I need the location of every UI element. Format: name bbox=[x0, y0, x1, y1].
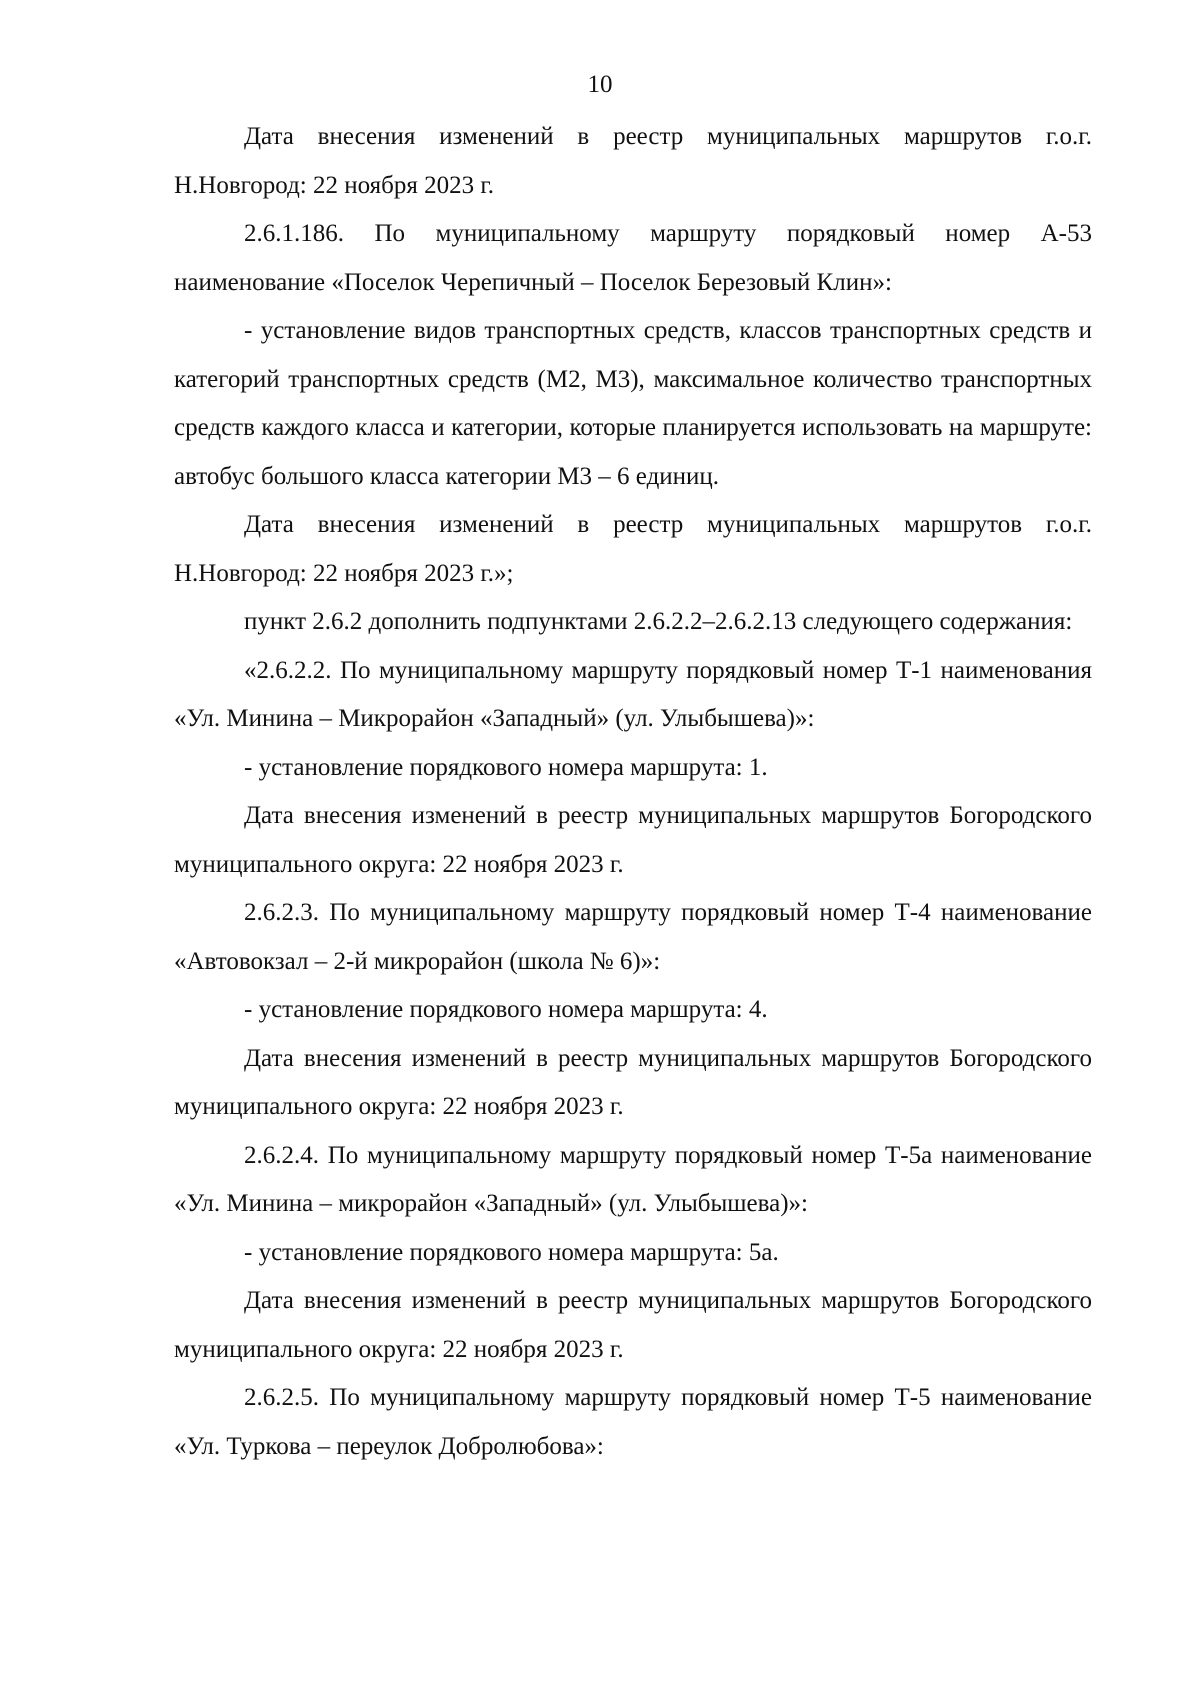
paragraph-route-t5a: 2.6.2.4. По муниципальному маршруту порядковый номер Т-5а наименование «Ул. Минина – микрорайон «Западный» (ул. Улыбышева)»: bbox=[174, 1141, 1092, 1217]
paragraph-date-bogorodsk-1: Дата внесения изменений в реестр муниципальных маршрутов Богородского муниципального округа: 22 ноября 2023 г. bbox=[174, 802, 1092, 878]
paragraph-route-number-1: - установление порядкового номера маршрута: 1. bbox=[244, 753, 768, 781]
page-number: 10 bbox=[587, 71, 613, 98]
paragraph-route-number-5a: - установление порядкового номера маршрута: 5а. bbox=[244, 1238, 779, 1266]
paragraph-date-bogorodsk-3: Дата внесения изменений в реестр муниципальных маршрутов Богородского муниципального округа: 22 ноября 2023 г. bbox=[174, 1287, 1092, 1363]
paragraph-route-t4: 2.6.2.3. По муниципальному маршруту порядковый номер Т-4 наименование «Автовокзал – 2-й микрорайон (школа № 6)»: bbox=[174, 899, 1092, 975]
paragraph-amend-2-6-2: пункт 2.6.2 дополнить подпунктами 2.6.2.2–2.6.2.13 следующего содержания: bbox=[244, 608, 1073, 635]
paragraph-route-t1: «2.6.2.2. По муниципальному маршруту порядковый номер Т-1 наименования «Ул. Минина – Микрорайон «Западный» (ул. Улыбышева)»: bbox=[174, 656, 1092, 732]
paragraph-route-number-4: - установление порядкового номера маршрута: 4. bbox=[244, 996, 768, 1023]
paragraph-date-nnovgorod-2: Дата внесения изменений в реестр муниципальных маршрутов г.о.г. Н.Новгород: 22 ноября 2023 г.»; bbox=[174, 511, 1092, 587]
paragraph-vehicle-types: - установление видов транспортных средств, классов транспортных средств и категорий транспортных средств (М2, М3), максимальное количество транспортных средств каждого класса и категории, которые планируется использовать на маршруте: автобус большого класса категории М3 – 6 единиц. bbox=[174, 317, 1092, 490]
paragraph-route-t5: 2.6.2.5. По муниципальному маршруту порядковый номер Т-5 наименование «Ул. Туркова – переулок Добролюбова»: bbox=[174, 1384, 1092, 1460]
document-body bbox=[174, 113, 1092, 1471]
paragraph-date-bogorodsk-2: Дата внесения изменений в реестр муниципальных маршрутов Богородского муниципального округа: 22 ноября 2023 г. bbox=[174, 1044, 1092, 1120]
paragraph-route-a53: 2.6.1.186. По муниципальному маршруту порядковый номер А-53 наименование «Поселок Черепичный – Поселок Березовый Клин»: bbox=[174, 220, 1092, 296]
paragraph-date-nnovgorod-1: Дата внесения изменений в реестр муниципальных маршрутов г.о.г. Н.Новгород: 22 ноября 2023 г. bbox=[174, 123, 1092, 199]
